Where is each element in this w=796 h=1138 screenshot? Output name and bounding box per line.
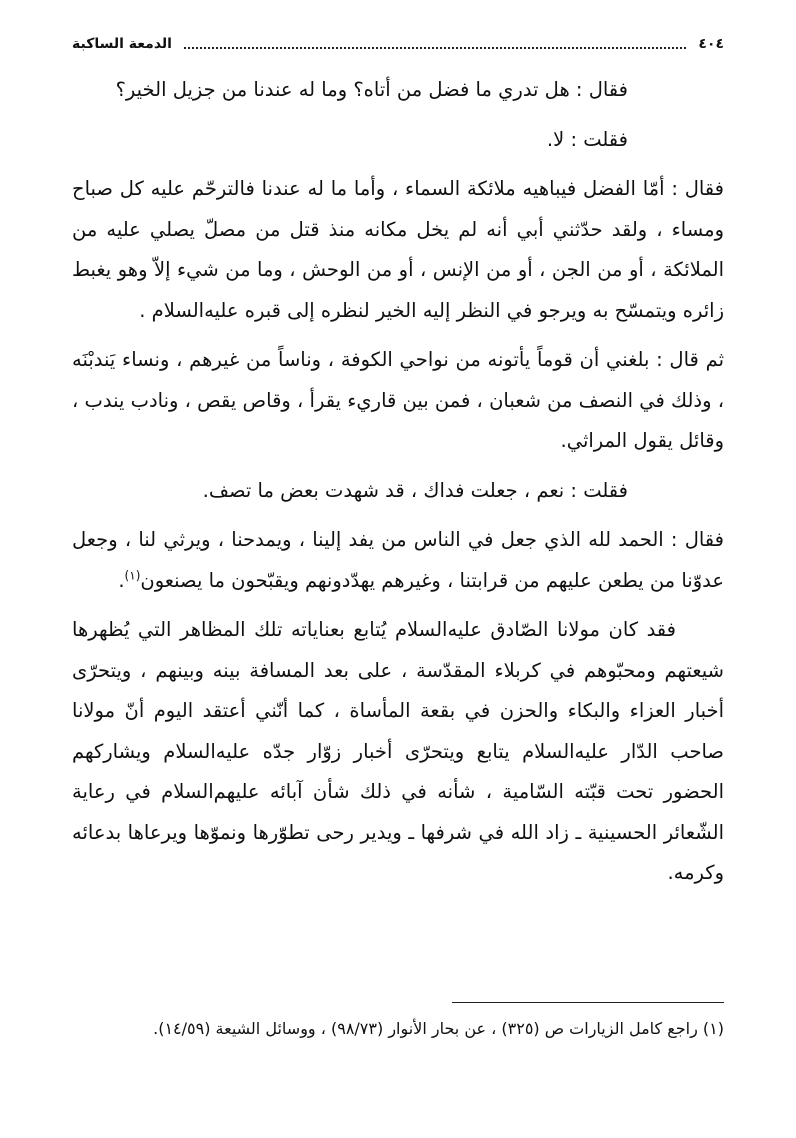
paragraph-1: فقال : هل تدري ما فضل من أتاه؟ وما له عندنا من جزيل الخير؟ bbox=[115, 78, 628, 101]
page-number: ٤٠٤ bbox=[698, 36, 724, 52]
paragraph-4: ثم قال : بلغني أن قوماً يأتونه من نواحي الكوفة ، وناساً من غيرهم ، ونساء يَندبْنَه ، وذلك في النصف من شعبان ، فمن بين قاريء يقرأ ، وقاص يقص ، ونادب يندب ، وقائل يقول المراثي. bbox=[72, 348, 724, 452]
footnote: (١) راجع كامل الزيارات ص (٣٢٥) ، عن بحار الأنوار (٩٨/٧٣) ، ووسائل الشيعة (١٤/٥٩). bbox=[153, 1019, 724, 1038]
footnote-separator bbox=[452, 1002, 724, 1003]
paragraph-7: فقد كان مولانا الصّادق عليه‌السلام يُتابع بعناياته تلك المظاهر التي يُظهرها شيعتهم ومحبّوهم في كربلاء المقدّسة ، على بعد المسافة بينه وبينهم ، ويتحرّى أخبار العزاء والبكاء والحزن في بقعة المأساة ، كما أنّني أعتقد اليوم أنّ مولانا صاحب الدّار عليه‌السلام يتابع ويتحرّى أخبار زوّار جدّه عليه‌السلام ويشاركهم الحضور تحت قبّته السّامية ، شأنه في ذلك شأن آبائه عليهم‌السلام في رعاية الشّعائر الحسينية ـ زاد الله في شرفها ـ ويدير رحى تطوّرها ونموّها ويرعاها بدعائه وكرمه. bbox=[72, 618, 724, 884]
main-text bbox=[72, 70, 724, 903]
paragraph-6-end: . bbox=[118, 568, 125, 592]
running-title: الدمعة الساكبة bbox=[72, 36, 172, 52]
paragraph-5: فقلت : نعم ، جعلت فداك ، قد شهدت بعض ما تصف. bbox=[202, 478, 628, 502]
page-header bbox=[72, 32, 724, 56]
paragraph-2: فقلت : لا. bbox=[546, 127, 628, 151]
header-dotted-leader bbox=[184, 47, 686, 49]
paragraph-6 bbox=[72, 520, 724, 601]
footnote-marker: (١) bbox=[124, 568, 141, 582]
paragraph-3: فقال : أمّا الفضل فيباهيه ملائكة السماء ، وأما ما له عندنا فالترحّم عليه كل صباح ومساء ، ولقد حدّثني أبي أنه لم يخل مكانه منذ قتل من مصلّ يصلي عليه من الملائكة ، أو من الجن ، أو من الإنس ، أو من الوحش ، وما من شيء إلاّ وهو يغبط زائره ويتمسّح به ويرجو في النظر إليه الخير لنظره إلى قبره عليه‌السلام . bbox=[72, 177, 724, 322]
paragraph-6-text: فقال : الحمد لله الذي جعل في الناس من يفد إلينا ، ويمدحنا ، ويرثي لنا ، وجعل عدوّنا من يطعن عليهم من قرابتنا ، وغيرهم يهدّدونهم ويقبّحون ما يصنعون bbox=[72, 528, 724, 592]
